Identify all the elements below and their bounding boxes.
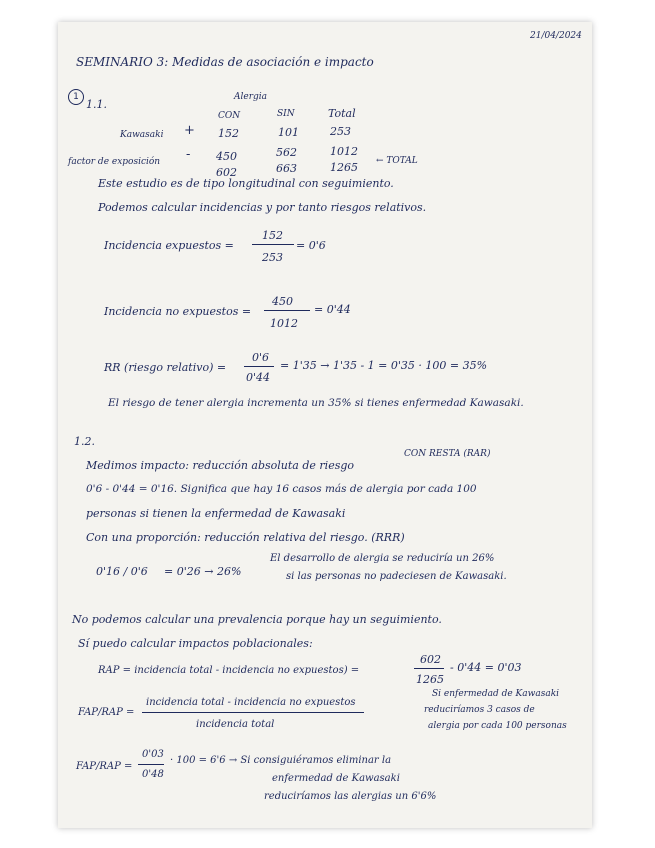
table-col-total: Total	[328, 107, 356, 120]
text-line: Podemos calcular incidencias y por tanto riesgos relativos.	[98, 201, 427, 214]
fraction-numerator: 0'03	[142, 749, 164, 760]
formula-result: - 0'44 = 0'03	[450, 661, 522, 674]
table-group-header: Alergia	[234, 92, 268, 102]
table-col-sin: SIN	[277, 109, 295, 119]
text-line: El riesgo de tener alergia incrementa un 35% si tienes enfermedad Kawasaki.	[108, 397, 524, 409]
text-line: Este estudio es de tipo longitudinal con seguimiento.	[98, 177, 394, 190]
table-col-con: CON	[218, 111, 241, 121]
fraction-numerator: 0'6	[252, 351, 270, 364]
annotation: reduciríamos 3 casos de	[424, 705, 535, 715]
fraction-denominator: 1265	[416, 673, 444, 686]
text-line: enfermedad de Kawasaki	[272, 773, 400, 784]
table-cell: 1012	[330, 145, 358, 158]
table-cell: 253	[330, 125, 351, 138]
page-title: SEMINARIO 3: Medidas de asociación e impacto	[76, 55, 374, 69]
formula-result: = 0'44	[314, 303, 351, 316]
text-line: personas si tienen la enfermedad de Kawasaki	[86, 507, 346, 520]
table-cell: 562	[276, 146, 297, 159]
formula-label: Incidencia expuestos =	[104, 239, 234, 252]
text-line: reduciríamos las alergias un 6'6%	[264, 791, 437, 802]
formula-result: = 1'35 → 1'35 - 1 = 0'35 · 100 = 35%	[280, 359, 488, 372]
section-1-1-label: 1.1.	[86, 98, 107, 111]
date: 21/04/2024	[530, 31, 582, 41]
annotation: Si enfermedad de Kawasaki	[432, 689, 560, 699]
formula-result: · 100 = 6'6 → Si consiguiéramos eliminar la	[170, 755, 392, 766]
text-line: Medimos impacto: reducción absoluta de riesgo	[86, 459, 355, 472]
text-line: 0'6 - 0'44 = 0'16. Significa que hay 16 casos más de alergia por cada 100	[86, 483, 477, 495]
formula-result: = 0'26 → 26%	[164, 565, 242, 578]
formula-label: RR (riesgo relativo) =	[104, 361, 227, 374]
formula-label: 0'16 / 0'6	[96, 565, 148, 578]
fraction-denominator: 1012	[270, 317, 298, 330]
formula-result: = 0'6	[296, 239, 326, 252]
text-line: CON RESTA (RAR)	[404, 449, 491, 459]
table-cell: 450	[216, 150, 237, 163]
table-cell: 152	[218, 127, 239, 140]
formula-label: RAP = incidencia total - incidencia no expuestos) =	[98, 665, 360, 676]
formula-label: FAP/RAP =	[78, 707, 135, 718]
fraction-denominator: 0'48	[142, 769, 164, 780]
fraction-denominator: 253	[262, 251, 283, 264]
table-plus: +	[184, 123, 195, 138]
fraction-denominator: 0'44	[246, 371, 271, 384]
item-number-circle: 1	[68, 89, 84, 105]
fraction-numerator: 450	[272, 295, 293, 308]
section-1-2-label: 1.2.	[74, 435, 95, 448]
fraction-numerator: 602	[420, 653, 441, 666]
annotation: alergia por cada 100 personas	[428, 721, 567, 731]
formula-label: Incidencia no expuestos =	[104, 305, 252, 318]
table-minus: -	[186, 147, 191, 162]
table-total-note: ← TOTAL	[376, 156, 418, 166]
text-line: Con una proporción: reducción relativa del riesgo. (RRR)	[86, 531, 405, 544]
fraction-numerator: 152	[262, 229, 283, 242]
table-cell: 663	[276, 162, 297, 175]
table-row-factor: factor de exposición	[68, 157, 161, 167]
fraction-denominator: incidencia total	[196, 719, 275, 730]
table-cell: 602	[216, 166, 237, 179]
text-line: No podemos calcular una prevalencia porque hay un seguimiento.	[72, 613, 442, 626]
text-line: Sí puedo calcular impactos poblacionales:	[78, 637, 313, 650]
table-cell: 101	[278, 126, 299, 139]
table-row-label: Kawasaki	[120, 130, 164, 140]
formula-label: FAP/RAP =	[76, 761, 133, 772]
table-cell: 1265	[330, 161, 358, 174]
text-line: si las personas no padeciesen de Kawasaki.	[286, 571, 507, 582]
fraction-numerator: incidencia total - incidencia no expuestos	[146, 697, 356, 708]
text-line: El desarrollo de alergia se reduciría un 26%	[270, 553, 495, 564]
